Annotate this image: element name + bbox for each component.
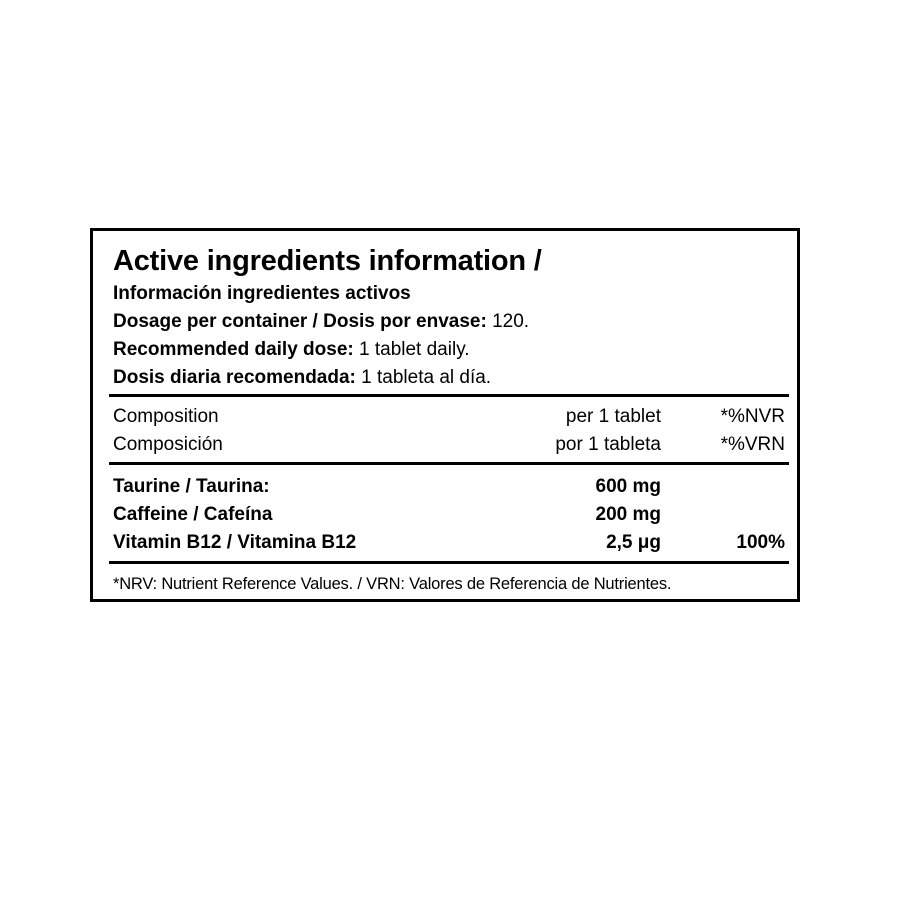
ingredients-panel <box>90 228 800 602</box>
ingredient-name: Caffeine / Cafeína <box>113 504 273 525</box>
ingredient-amount: 600 mg <box>595 476 661 497</box>
divider-thick <box>109 394 789 397</box>
daily-dose-en-value: 1 tablet daily. <box>359 339 470 360</box>
divider-header <box>109 462 789 465</box>
header-nrv-es: *%VRN <box>720 434 785 455</box>
daily-dose-es-value: 1 tableta al día. <box>361 367 492 388</box>
ingredient-name: Taurine / Taurina: <box>113 476 270 497</box>
daily-dose-es-label: Dosis diaria recomendada: <box>113 367 356 388</box>
header-composition-en: Composition <box>113 406 219 427</box>
header-composition-es: Composición <box>113 434 223 455</box>
ingredient-amount: 200 mg <box>595 504 661 525</box>
ingredient-nrv: 100% <box>736 532 785 553</box>
daily-dose-en-label: Recommended daily dose: <box>113 339 354 360</box>
daily-dose-en-line <box>113 339 470 361</box>
page-subtitle: Información ingredientes activos <box>113 283 411 304</box>
dosage-line <box>113 311 529 333</box>
dosage-label: Dosage per container / Dosis por envase: <box>113 311 487 332</box>
ingredient-name: Vitamin B12 / Vitamina B12 <box>113 532 357 553</box>
footnote: *NRV: Nutrient Reference Values. / VRN: Valores de Referencia de Nutrientes. <box>113 575 672 593</box>
ingredient-amount: 2,5 μg <box>606 532 661 553</box>
divider-footer <box>109 561 789 564</box>
header-nrv-en: *%NVR <box>720 406 785 427</box>
header-per-en: per 1 tablet <box>565 406 661 427</box>
dosage-value: 120. <box>492 311 530 332</box>
header-per-es: por 1 tableta <box>555 434 661 455</box>
page-title: Active ingredients information / <box>113 245 542 277</box>
daily-dose-es-line <box>113 367 491 389</box>
